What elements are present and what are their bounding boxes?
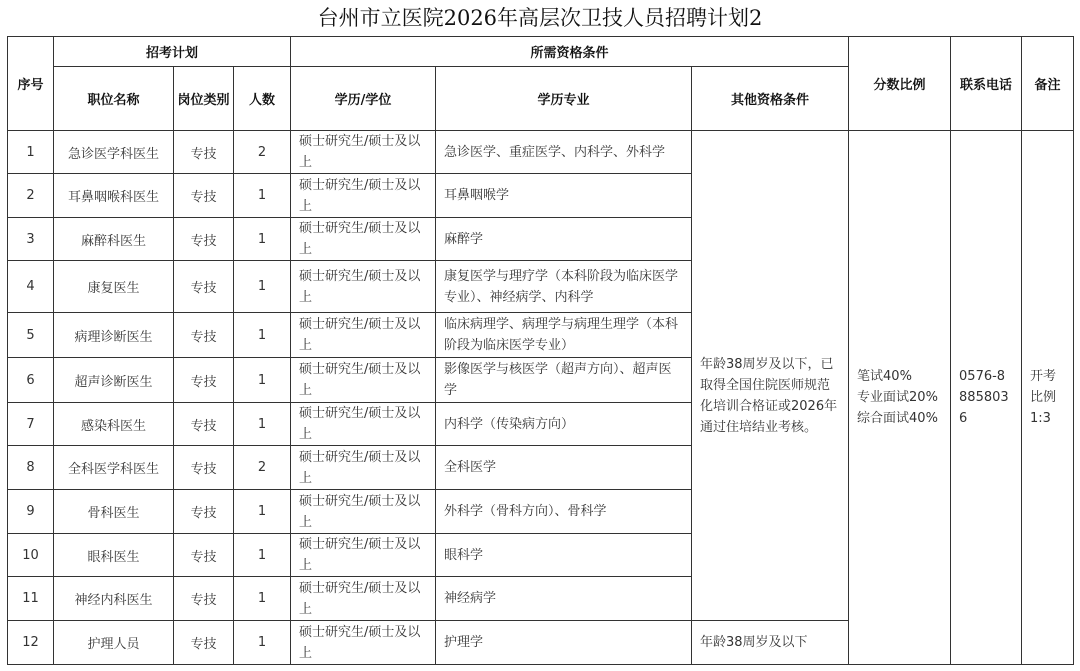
cell-position: 感染科医生	[54, 403, 174, 446]
cell-major: 全科医学	[436, 446, 692, 490]
cell-count: 1	[234, 358, 291, 403]
cell-position: 全科医学科医生	[54, 446, 174, 490]
header-major: 学历专业	[436, 67, 692, 131]
cell-seq: 4	[8, 261, 54, 313]
cell-education: 硕士研究生/硕士及以上	[291, 261, 436, 313]
cell-major: 护理学	[436, 621, 692, 665]
cell-category: 专技	[174, 261, 234, 313]
cell-category: 专技	[174, 174, 234, 218]
cell-position: 护理人员	[54, 621, 174, 665]
cell-position: 麻醉科医生	[54, 218, 174, 261]
cell-major: 内科学（传染病方向）	[436, 403, 692, 446]
cell-education: 硕士研究生/硕士及以上	[291, 358, 436, 403]
header-count: 人数	[234, 67, 291, 131]
cell-phone: 0576-88858036	[951, 131, 1022, 665]
cell-count: 1	[234, 621, 291, 665]
cell-education: 硕士研究生/硕士及以上	[291, 131, 436, 174]
cell-position: 超声诊断医生	[54, 358, 174, 403]
cell-position: 眼科医生	[54, 534, 174, 577]
cell-category: 专技	[174, 446, 234, 490]
header-plan: 招考计划	[54, 37, 291, 67]
header-requirements: 所需资格条件	[291, 37, 849, 67]
cell-seq: 12	[8, 621, 54, 665]
cell-seq: 10	[8, 534, 54, 577]
cell-education: 硕士研究生/硕士及以上	[291, 577, 436, 621]
cell-education: 硕士研究生/硕士及以上	[291, 446, 436, 490]
cell-seq: 8	[8, 446, 54, 490]
cell-score-ratio	[849, 131, 951, 665]
cell-position: 骨科医生	[54, 490, 174, 534]
cell-count: 1	[234, 490, 291, 534]
score-line: 综合面试40%	[857, 411, 938, 426]
cell-seq: 2	[8, 174, 54, 218]
cell-major: 麻醉学	[436, 218, 692, 261]
cell-seq: 6	[8, 358, 54, 403]
cell-other-conditions-last: 年龄38周岁及以下	[692, 621, 849, 665]
header-other: 其他资格条件	[692, 67, 849, 131]
cell-position: 康复医生	[54, 261, 174, 313]
cell-major: 临床病理学、病理学与病理生理学（本科阶段为临床医学专业）	[436, 313, 692, 358]
cell-seq: 1	[8, 131, 54, 174]
cell-education: 硕士研究生/硕士及以上	[291, 490, 436, 534]
cell-education: 硕士研究生/硕士及以上	[291, 621, 436, 665]
cell-position: 病理诊断医生	[54, 313, 174, 358]
cell-category: 专技	[174, 534, 234, 577]
score-line: 笔试40%	[857, 369, 912, 384]
score-line: 专业面试20%	[857, 390, 938, 405]
cell-position: 神经内科医生	[54, 577, 174, 621]
cell-education: 硕士研究生/硕士及以上	[291, 534, 436, 577]
cell-count: 1	[234, 313, 291, 358]
header-category: 岗位类别	[174, 67, 234, 131]
cell-category: 专技	[174, 313, 234, 358]
header-phone: 联系电话	[951, 37, 1022, 131]
header-seq: 序号	[8, 37, 54, 131]
cell-seq: 9	[8, 490, 54, 534]
cell-seq: 3	[8, 218, 54, 261]
cell-category: 专技	[174, 358, 234, 403]
cell-category: 专技	[174, 490, 234, 534]
cell-major: 耳鼻咽喉学	[436, 174, 692, 218]
page-title: 台州市立医院2026年高层次卫技人员招聘计划2	[317, 6, 763, 30]
header-remark: 备注	[1022, 37, 1074, 131]
header-education: 学历/学位	[291, 67, 436, 131]
cell-category: 专技	[174, 621, 234, 665]
cell-category: 专技	[174, 403, 234, 446]
table-row	[8, 131, 1074, 174]
cell-count: 1	[234, 534, 291, 577]
cell-count: 1	[234, 403, 291, 446]
cell-education: 硕士研究生/硕士及以上	[291, 403, 436, 446]
cell-seq: 7	[8, 403, 54, 446]
cell-category: 专技	[174, 218, 234, 261]
cell-education: 硕士研究生/硕士及以上	[291, 218, 436, 261]
cell-category: 专技	[174, 577, 234, 621]
cell-seq: 11	[8, 577, 54, 621]
cell-major: 神经病学	[436, 577, 692, 621]
cell-education: 硕士研究生/硕士及以上	[291, 313, 436, 358]
cell-count: 1	[234, 261, 291, 313]
header-position: 职位名称	[54, 67, 174, 131]
cell-remark: 开考比例1:3	[1022, 131, 1074, 665]
cell-major: 影像医学与核医学（超声方向）、超声医学	[436, 358, 692, 403]
cell-major: 外科学（骨科方向）、骨科学	[436, 490, 692, 534]
cell-position: 急诊医学科医生	[54, 131, 174, 174]
cell-count: 1	[234, 577, 291, 621]
cell-other-conditions: 年龄38周岁及以下，已取得全国住院医师规范化培训合格证或2026年通过住培结业考核。	[692, 131, 849, 621]
cell-position: 耳鼻咽喉科医生	[54, 174, 174, 218]
header-score: 分数比例	[849, 37, 951, 131]
cell-count: 1	[234, 218, 291, 261]
cell-count: 2	[234, 131, 291, 174]
cell-major: 眼科学	[436, 534, 692, 577]
cell-major: 康复医学与理疗学（本科阶段为临床医学专业）、神经病学、内科学	[436, 261, 692, 313]
cell-category: 专技	[174, 131, 234, 174]
cell-education: 硕士研究生/硕士及以上	[291, 174, 436, 218]
cell-count: 1	[234, 174, 291, 218]
cell-seq: 5	[8, 313, 54, 358]
cell-major: 急诊医学、重症医学、内科学、外科学	[436, 131, 692, 174]
cell-count: 2	[234, 446, 291, 490]
recruitment-table	[7, 36, 1074, 665]
